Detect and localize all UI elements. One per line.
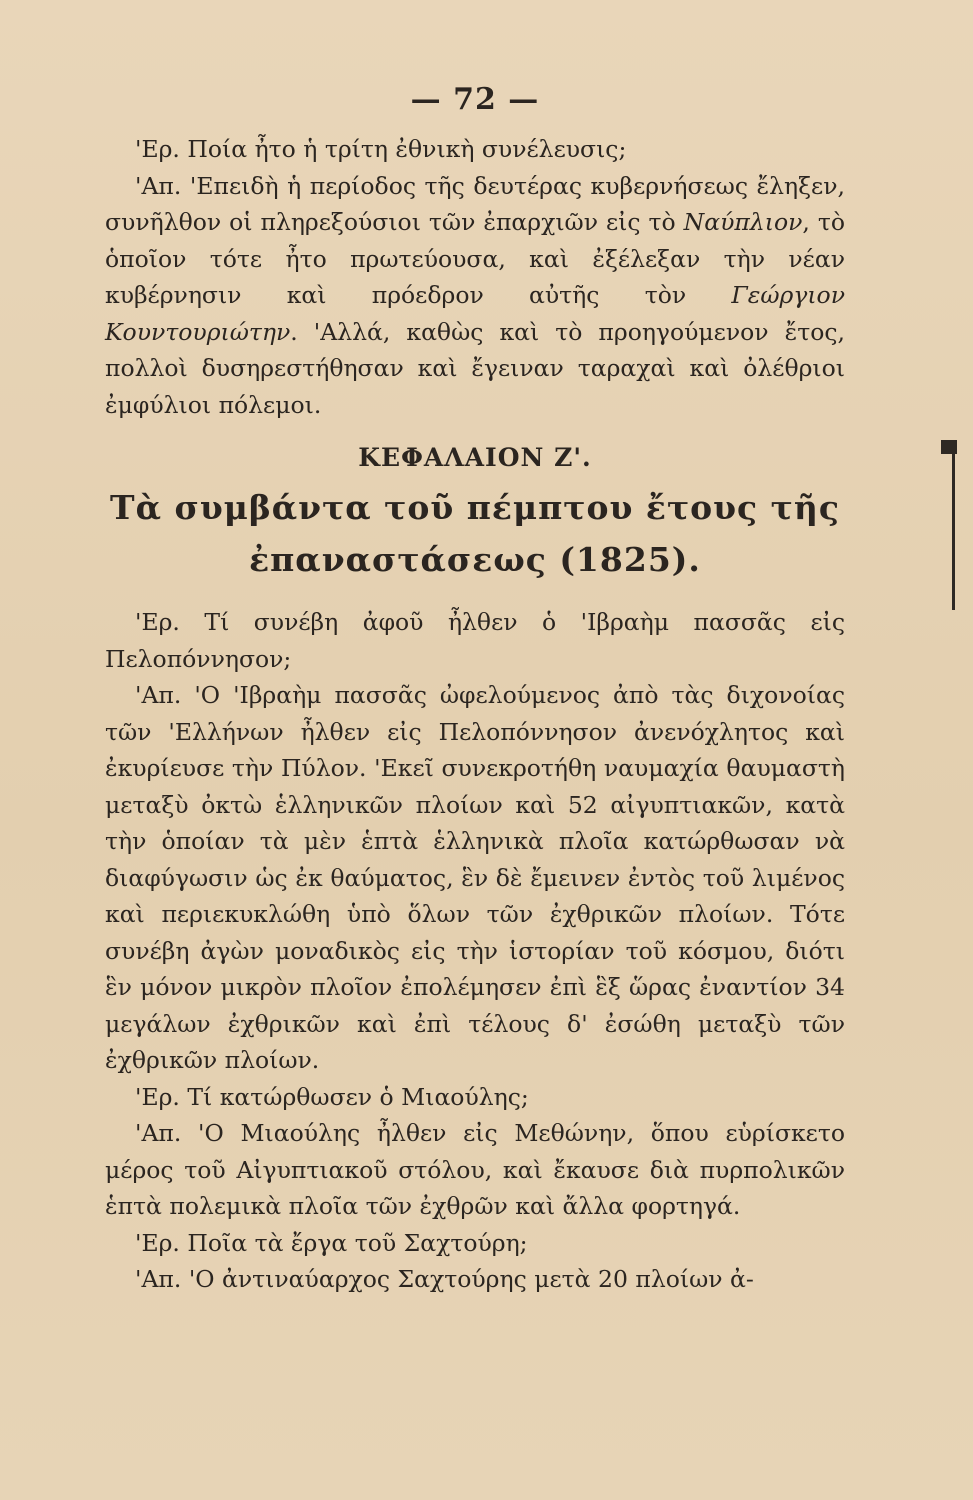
place-nafplion: Ναύπλιον [683, 208, 803, 236]
answer-4: 'Απ. 'Ο ἀντιναύαρχος Σαχτούρης μετὰ 20 πλοίων ἀ- [135, 1265, 754, 1293]
answer-1-part-2: , τὸ ὁποῖον τότε ἦτο πρωτεύουσα, καὶ ἐξέλεξαν τὴν νέαν κυβέρνησιν καὶ πρόεδρον αὐτῆς τὸν [105, 208, 846, 309]
question-4: 'Ερ. Ποῖα τὰ ἔργα τοῦ Σαχτούρη; [135, 1228, 528, 1257]
answer-1-part-3: . 'Αλλά, καθὼς καὶ τὸ προηγούμενον ἔτος, πολλοὶ δυσηρεστήθησαν καὶ ἔγειναν ταραχαὶ καὶ ὀλέθριοι ἐμφύλιοι πόλεμοι. [105, 317, 845, 419]
answer-1 [105, 168, 845, 424]
question-2: 'Ερ. Τί συνέβη ἀφοῦ ἦλθεν ὁ 'Ιβραὴμ πασσᾶς εἰς Πελοπόννησον; [105, 608, 845, 673]
answer-1-part-1: 'Απ. 'Επειδὴ ἡ περίοδος τῆς δευτέρας κυβερνήσεως ἔληξεν, συνῆλθον οἱ πληρεξούσιοι τῶν ἐπαρχιῶν εἰς τὸ [105, 171, 845, 236]
question-1: 'Ερ. Ποία ἦτο ἡ τρίτη ἐθνικὴ συνέλευσις; [135, 135, 627, 163]
answer-3: 'Απ. 'Ο Μιαούλης ἦλθεν εἰς Μεθώνην, ὅπου εὑρίσκετο μέρος τοῦ Αἰγυπτιακοῦ στόλου, καὶ ἔκαυσε διὰ πυρπολικῶν ἑπτὰ πολεμικὰ πλοῖα τῶν ἐχθρῶν καὶ ἄλλα φορτηγά. [105, 1119, 845, 1220]
page-content [105, 82, 845, 1298]
page-edge-bracket [952, 440, 973, 610]
page-number: — 72 — [410, 82, 540, 117]
chapter-heading: ΚΕΦΑΛΑΙΟΝ Ζ'. [358, 443, 592, 472]
question-3: 'Ερ. Τί κατώρθωσεν ὁ Μιαούλης; [135, 1082, 529, 1111]
person-kountouriotis: Γεώργιον Κουντουριώτην [105, 281, 845, 346]
chapter-subtitle: Τὰ συμβάντα τοῦ πέμπτου ἔτους τῆς ἐπαναστάσεως (1825). [110, 488, 840, 579]
answer-2: 'Απ. 'Ο 'Ιβραὴμ πασσᾶς ὠφελούμενος ἀπὸ τὰς διχονοίας τῶν 'Ελλήνων ἦλθεν εἰς Πελοπόννησον ἀνενόχλητος καὶ ἐκυρίευσε τὴν Πύλον. 'Εκεῖ συνεκροτήθη ναυμαχία θαυμαστὴ μεταξὺ ὀκτὼ ἑλληνικῶν πλοίων καὶ 52 αἰγυπτιακῶν, κατὰ τὴν ὁποίαν τὰ μὲν ἑπτὰ ἑλληνικὰ πλοῖα κατώρθωσαν νὰ διαφύγωσιν ὡς ἐκ θαύματος, ἓν δὲ ἔμεινεν ἐντὸς τοῦ λιμένος καὶ περιεκυκλώθη ὑπὸ ὅλων τῶν ἐχθρικῶν πλοίων. Τότε συνέβη ἀγὼν μοναδικὸς εἰς τὴν ἱστορίαν τοῦ κόσμου, διότι ἓν μόνον μικρὸν πλοῖον ἐπολέμησεν ἐπὶ ἓξ ὥρας ἐναντίον 34 μεγάλων ἐχθρικῶν καὶ ἐπὶ τέλους δ' ἐσώθη μεταξὺ τῶν ἐχθρικῶν πλοίων. [105, 681, 845, 1074]
